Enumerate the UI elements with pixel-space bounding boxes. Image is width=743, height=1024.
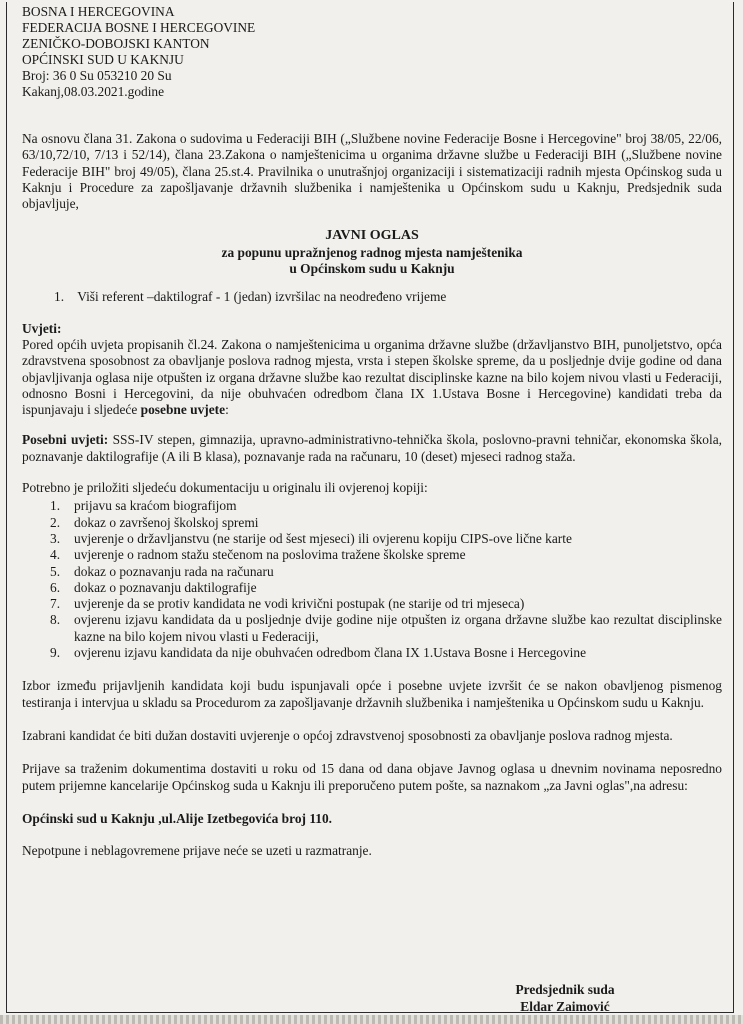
item-text: prijavu sa kraćom biografijom xyxy=(74,498,237,514)
header-line: OPĆINSKI SUD U KAKNJU xyxy=(22,52,184,67)
incomplete-notice: Nepotpune i neblagovremene prijave neće se uzeti u razmatranje. xyxy=(22,843,372,859)
title-subtitle: za popunu upražnjenog radnog mjesta namještenika xyxy=(221,244,523,260)
special-conditions-label: Posebni uvjeti: xyxy=(22,432,109,448)
submission-paragraph: Prijave sa traženim dokumentima dostaviti u roku od 15 dana od dana objave Javnog oglasa u dnevnim novinama neposredno putem prijemne kancelarije Općinskog suda u Kaknju ili preporučeno putem pošte, sa naznakom „za Javni oglas",na adresu: xyxy=(22,761,722,793)
conditions-paragraph xyxy=(22,337,722,418)
position-number: 1. xyxy=(54,289,65,305)
conditions-emphasis: posebne uvjete xyxy=(140,402,226,418)
item-text: uvjerenje o radnom stažu stečenom na poslovima tražene školske spreme xyxy=(74,547,466,563)
list-item xyxy=(22,547,722,563)
special-conditions xyxy=(22,432,722,465)
signature-role: Predsjednik suda xyxy=(515,982,615,997)
list-item xyxy=(22,515,722,531)
item-text: ovjerenu izjavu kandidata da nije obuhvaćen odredbom člana IX 1.Ustava Bosne i Hercegovine xyxy=(74,645,587,661)
health-paragraph: Izabrani kandidat će biti dužan dostaviti uvjerenje o općoj zdravstvenoj sposobnosti za obavljanje poslova radnog mjesta. xyxy=(22,727,673,743)
signature-block xyxy=(490,982,640,1015)
position-item xyxy=(22,289,722,305)
list-item xyxy=(22,580,722,596)
special-conditions-text: SSS-IV stepen, gimnazija, upravno-administrativno-tehnička škola, poslovno-pravni tehničar, ekonomska škola, poznavanje daktilografije (A ili B klasa), poznavanje rada na računaru, 10 (deset) mjeseci radnog staža. xyxy=(22,432,722,464)
item-number: 6. xyxy=(50,579,61,595)
item-text: uvjerenje da se protiv kandidata ne vodi krivični postupak (ne starije od tri mjeseca) xyxy=(74,596,525,612)
item-number: 1. xyxy=(50,498,61,514)
item-text: ovjerenu izjavu kandidata da u posljednje dvije godine nije otpušten iz organa državne službe kao rezultat disciplinske kazne na bilo kojem nivou vlasti u Federaciji, xyxy=(74,612,722,644)
item-text: dokaz o poznavanju daktilografije xyxy=(74,579,257,595)
court-header xyxy=(22,4,722,100)
item-number: 3. xyxy=(50,530,61,546)
item-text: dokaz o završenoj školskoj spremi xyxy=(74,514,259,530)
documents-intro: Potrebno je priložiti sljedeću dokumentaciju u originalu ili ovjerenoj kopiji: xyxy=(22,480,428,496)
item-number: 7. xyxy=(50,596,61,612)
item-number: 5. xyxy=(50,563,61,579)
position-text: Viši referent –daktilograf - 1 (jedan) izvršilac na neodređeno vrijeme xyxy=(77,289,447,305)
notice-title xyxy=(22,228,722,277)
list-item xyxy=(22,645,722,661)
document-body xyxy=(22,4,722,859)
item-number: 2. xyxy=(50,514,61,530)
title-main: JAVNI OGLAS xyxy=(325,228,419,244)
item-number: 4. xyxy=(50,547,61,563)
list-item xyxy=(22,596,722,612)
court-address: Općinski sud u Kaknju ,ul.Alije Izetbegovića broj 110. xyxy=(22,810,333,826)
item-number: 9. xyxy=(50,645,61,661)
list-item xyxy=(22,498,722,514)
conditions-text: Pored općih uvjeta propisanih čl.24. Zakona o namještenicima u organima državne službe (državljanstvo BIH, punoljetstvo, opća zdravstvena sposobnost za obavljanje poslova radnog mjesta, vrsta i stepen školske spreme, da u posljednje dvije godine od dana objavljivanja oglasa nije otpušten iz organa državne službe kao rezultat disciplinske kazne na bilo kojem nivou vlasti u Federaciji, odnosno Bosni i Hercegovini, da nije obuhvaćen odredbom člana IX 1.Ustava Bosne i Hercegovine) kandidati treba da ispunjavaju i sljedeće xyxy=(22,336,722,418)
item-text: uvjerenje o državljanstvu (ne starije od šest mjeseci) ili ovjerenu kopiju CIPS-ove lične karte xyxy=(74,530,572,546)
selection-paragraph: Izbor između prijavljenih kandidata koji budu ispunjavali opće i posebne uvjete izvršit će se nakon obavljenog pismenog testiranja i intervjua u skladu sa Procedurom za zapošljavanje državnih službenika i namještenika u Općinskom sudu u Kaknju. xyxy=(22,678,722,710)
item-text: dokaz o poznavanju rada na računaru xyxy=(74,563,274,579)
intro-paragraph: Na osnovu člana 31. Zakona o sudovima u Federaciji BIH („Službene novine Federacije Bosne i Hercegovine" broj 38/05, 22/06, 63/10,72/10, 7/13 i 52/14), člana 23.Zakona o namještenicima u organima državne službe u Federaciji BIH („Službene novine Federacije BIH" broj 49/05), člana 25.st.4. Pravilnika o unutrašnjoj organizaciji i sistematizaciji radnih mjesta Općinskog suda u Kaknju i Procedure za zapošljavanje državnih službenika i namještenika u Općinskom sudu u Kaknju, Predsjednik suda objavljuje, xyxy=(22,131,722,212)
case-number: Broj: 36 0 Su 053210 20 Su xyxy=(22,68,172,83)
conditions-end: : xyxy=(225,402,229,418)
date-line: Kakanj,08.03.2021.godine xyxy=(22,84,165,99)
header-line: ZENIČKO-DOBOJSKI KANTON xyxy=(22,36,210,51)
header-line: FEDERACIJA BOSNE I HERCEGOVINE xyxy=(22,20,256,35)
list-item xyxy=(22,531,722,547)
documents-list xyxy=(22,498,722,661)
scan-edge xyxy=(0,1015,743,1024)
title-subtitle-2: u Općinskom sudu u Kaknju xyxy=(289,261,455,277)
signature-name: Eldar Zaimović xyxy=(520,998,610,1014)
list-item xyxy=(22,564,722,580)
list-item xyxy=(22,612,722,645)
item-number: 8. xyxy=(50,612,61,628)
header-line: BOSNA I HERCEGOVINA xyxy=(22,4,175,19)
conditions-heading: Uvjeti: xyxy=(22,320,62,336)
